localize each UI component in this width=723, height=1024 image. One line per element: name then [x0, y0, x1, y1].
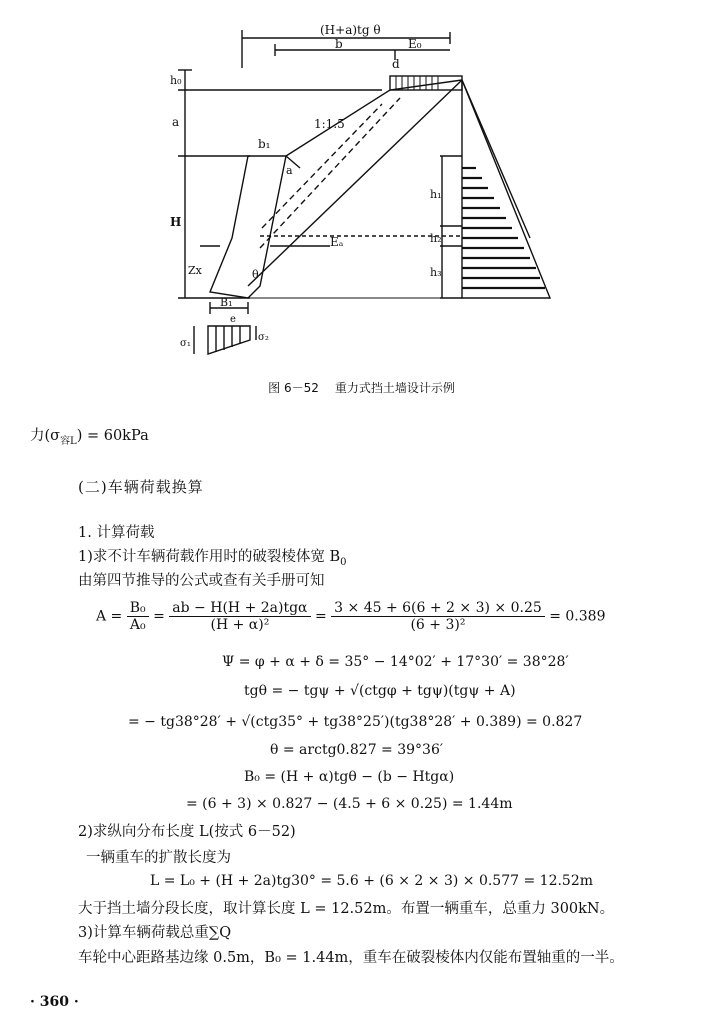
label-B1: B₁	[220, 296, 233, 309]
section-heading: (二)车辆荷载换算	[78, 478, 204, 496]
equation-tg-theta-num: = − tg38°28′ + √(ctg35° + tg38°25′)(tg38°28′ + 0.389) = 0.827	[128, 714, 583, 730]
label-sigma1: σ₁	[180, 338, 191, 349]
fraction-3: $\frac{3 \times 45 + 6(6 + 2 \times 3) \times 0.25}{\text{(6 + 3)²}}$	[331, 600, 545, 633]
label-a: a	[172, 115, 180, 129]
item-1: 1. 计算荷载	[78, 525, 155, 541]
slope-surface	[286, 80, 462, 156]
label-h0: h₀	[170, 74, 182, 87]
derive-text: 由第四节推导的公式或查有关手册可知	[78, 573, 325, 589]
label-b: b	[335, 37, 343, 51]
label-top-dim: (H+a)tg θ	[320, 23, 381, 37]
fraction-2: $\frac{\text{ab − H(H + 2a)tgα}}{\text{(H + α)²}}$	[169, 600, 310, 633]
page-number: · 360 ·	[30, 994, 79, 1010]
retaining-wall-figure	[150, 8, 570, 378]
label-ea: Eₐ	[330, 235, 344, 249]
text-force-line: 力$(\sigma_{容L}) = 60kPa$	[30, 428, 149, 447]
label-h3: h₃	[430, 266, 442, 279]
label-h1: h₁	[430, 188, 442, 201]
fraction-1: $\frac{\text{B₀}}{\text{A₀}}$	[127, 600, 149, 633]
label-H: H	[170, 215, 182, 229]
label-b1: b₁	[258, 137, 271, 151]
equation-B0: B₀ = (H + α)tgθ − (b − Htgα)	[244, 769, 455, 785]
label-e: e	[230, 314, 236, 325]
label-h2: h₂	[430, 232, 442, 245]
label-zx: Zx	[188, 264, 202, 277]
item-3: 3)计算车辆荷载总重∑Q	[78, 925, 232, 941]
equation-L: L = L₀ + (H + 2a)tg30° = 5.6 + (6 × 2 × 3) × 0.577 = 12.52m	[150, 873, 594, 889]
label-e0: E₀	[408, 37, 422, 51]
label-sigma2: σ₂	[258, 332, 269, 343]
wall-outline	[210, 156, 286, 298]
base-stress-diagram	[208, 326, 250, 354]
paragraph-L: 大于挡土墙分段长度，取计算长度 L = 12.52m。布置一辆重车，总重力 300kN。	[78, 901, 615, 917]
item-1-1: 1)求不计车辆荷载作用时的破裂棱体宽 $B_0$	[78, 549, 347, 568]
caption-number: 图 6－52	[268, 381, 319, 395]
equation-B0-num: = (6 + 3) × 0.827 − (4.5 + 6 × 0.25) = 1.44m	[186, 796, 513, 812]
label-d: d	[392, 57, 400, 71]
label-alpha: a	[286, 164, 293, 177]
figure-caption	[0, 379, 723, 396]
equation-A: A = $\frac{\text{B₀}}{\text{A₀}}$ = $\frac{\text{ab − H(H + 2a)tgα}}{\text{(H + α)²}}$ = $\frac{3 \times 45 + 6(6 + 2 \times 3) \times 0.25}{\text{(6 + 3)²}}$ = 0.389	[96, 600, 606, 633]
equation-theta: θ = arctg0.827 = 39°36′	[270, 742, 444, 758]
label-theta: θ	[252, 268, 259, 281]
equation-psi: Ψ = φ + α + δ = 35° − 14°02′ + 17°30′ = 38°28′	[222, 654, 569, 670]
paragraph-last: 车轮中心距路基边缘 0.5m，B₀ = 1.44m，重车在破裂棱体内仅能布置轴重的一半。	[78, 950, 624, 966]
label-slope: 1:1.5	[314, 117, 345, 131]
caption-title: 重力式挡土墙设计示例	[334, 381, 455, 395]
equation-tg-theta: tgθ = − tgψ + √(ctgφ + tgψ)(tgψ + A)	[244, 683, 516, 699]
item-2-line: 一辆重车的扩散长度为	[86, 850, 231, 866]
item-2: 2)求纵向分布长度 L(按式 6－52)	[78, 824, 296, 840]
